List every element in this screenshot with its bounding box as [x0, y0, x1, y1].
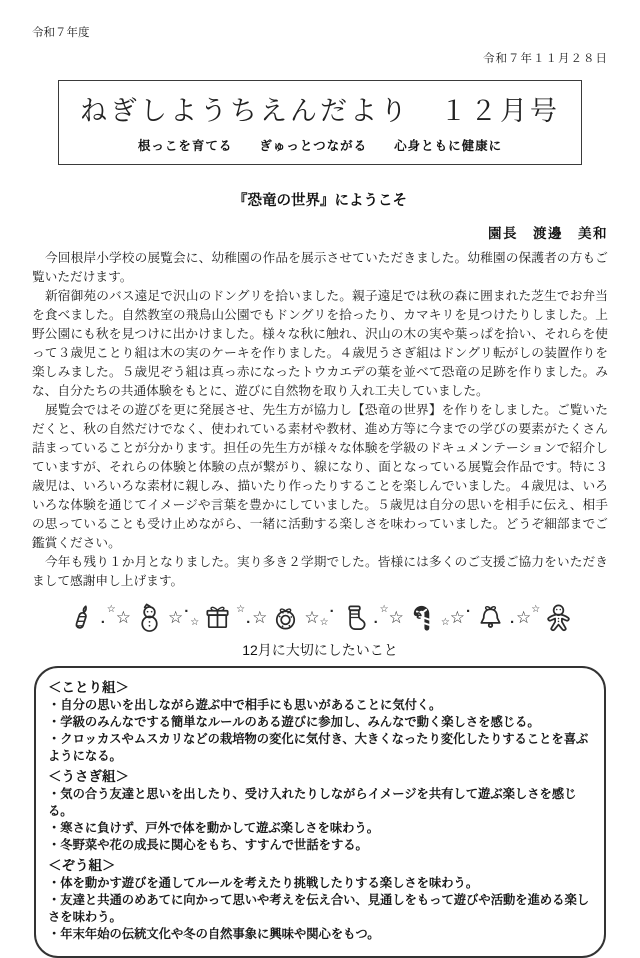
star-separator: ☆ · ☆ [167, 602, 200, 628]
gingerbread-icon [543, 602, 574, 633]
snowman-icon [134, 602, 165, 633]
article-byline: 園長 渡邊 美和 [488, 226, 608, 241]
goal-item: ・体を動かす遊びを通してルールを考えたり挑戦したりする楽しさを味わう。 [48, 876, 479, 890]
star-separator: ☆ ☆ · [440, 602, 472, 628]
article-paragraph: 今年も残り１か月となりました。実り多き２学期でした。皆様には多くのご支援ご協力をいただきまして感謝申し上げます。 [32, 555, 608, 588]
star-separator: · ☆ ☆ [100, 604, 131, 631]
article-paragraph: 展覧会ではその遊びを更に発展させ、先生方が協力し【恐竜の世界】を作りをしました。ご覧いただくと、秋の自然だけでなく、使われている素材や教材、進め方等に今までの学びの要素がたくさん詰まっていることが分かります。担任の先生方が様々な体験を学級のドキュメンテーションで紹介していますが、それらの体験と体験の点が繋がり、線になり、面となっている展覧会作品です。特に３歳児は、いろいろな素材に親しみ、描いたり作ったりすることを楽しんでいました。４歳児は、いろいろな体験を通じてイメージや言葉を豊かにしていました。５歳児は自分の思いを相手に伝え、相手の思っていることも受け止めながら、一緒に活動する楽しさを味わっていました。どうぞ細部までご鑑賞ください。 [32, 403, 608, 550]
article-heading: 『恐竜の世界』にようこそ [233, 193, 407, 209]
star-separator: · ☆ ☆ [373, 604, 404, 631]
article-paragraph: 新宿御苑のバス遠足で沢山のドングリを拾いました。親子遠足では秋の森に囲まれた芝生でお弁当を食べました。自然教室の飛鳥山公園でもドングリを拾ったり、カマキリを見つけたりしました。上野公園にも秋を見つけに出かけました。様々な秋に触れ、沢山の木の実や葉っぱを拾い、それらを使って３歳児ことり組は木の実のケーキを作りました。４歳児うさぎ組はドングリ転がしの装置作りを楽しみました。５歳児ぞう組は真っ赤になったトウカエデの葉を並べて恐竜の足跡を作りました。みな、自分たちの共通体験をもとに、遊びに自然物を取り入れ工夫していました。 [32, 289, 608, 398]
goal-item: ・寒さに負けず、戸外で体を動かして遊ぶ楽しさを味わう。 [48, 821, 380, 835]
group-name-zou: ＜ぞう組＞ [48, 858, 116, 873]
star-separator: ☆ · ☆ [236, 604, 268, 631]
candy-cane-icon [407, 602, 438, 633]
stocking-icon [339, 602, 370, 633]
wreath-icon [270, 602, 301, 633]
goal-item: ・学級のみんなでする簡単なルールのある遊びに参加し、みんなで動く楽しさを感じる。 [48, 715, 540, 729]
bell-icon [475, 602, 506, 633]
goal-item: ・冬野菜や花の成長に関心をもち、すすんで世話をする。 [48, 838, 368, 852]
decoration-row [32, 597, 608, 637]
goal-item: ・気の合う友達と思いを出したり、受け入れたりしながらイメージを共有して遊ぶ楽しさを感じる。 [48, 787, 577, 818]
goal-item: ・年末年始の伝統文化や冬の自然事象に興味や関心をもつ。 [48, 927, 380, 941]
fiscal-year-label: 令和７年度 [32, 27, 90, 39]
goals-box [34, 666, 606, 958]
goal-item: ・自分の思いを出しながら遊ぶ中で相手にも思いがあることに気付く。 [48, 698, 442, 712]
goal-item: ・友達と共通のめあてに向かって思いや考えを伝え合い、見通しをもって遊びや活動を進める楽しさを味わう。 [48, 893, 590, 924]
goal-item: ・クロッカスやムスカリなどの栽培物の変化に気付き、大きくなったり変化したりすることを喜ぶようになる。 [48, 732, 589, 763]
star-separator: · ☆ ☆ [510, 604, 541, 631]
newsletter-title: ねぎしようちえんだより １２月号 [80, 96, 560, 126]
group-name-kotori: ＜ことり組＞ [48, 680, 129, 695]
article-body [32, 249, 608, 591]
star-separator: ☆ ☆ · [304, 602, 335, 628]
newsletter-motto: 根っこを育てる ぎゅっとつながる 心身ともに健康に [137, 139, 503, 153]
candle-icon [66, 602, 97, 633]
group-name-usagi: ＜うさぎ組＞ [48, 769, 129, 784]
newsletter-title-box [58, 80, 582, 165]
gift-icon [202, 602, 233, 633]
article-paragraph: 今回根岸小学校の展覧会に、幼稚園の作品を展示させていただきました。幼稚園の保護者の方もご覧いただけます。 [32, 251, 608, 284]
goals-heading: 12月に大切にしたいこと [242, 642, 398, 658]
issue-date: 令和７年１１月２８日 [483, 53, 608, 65]
